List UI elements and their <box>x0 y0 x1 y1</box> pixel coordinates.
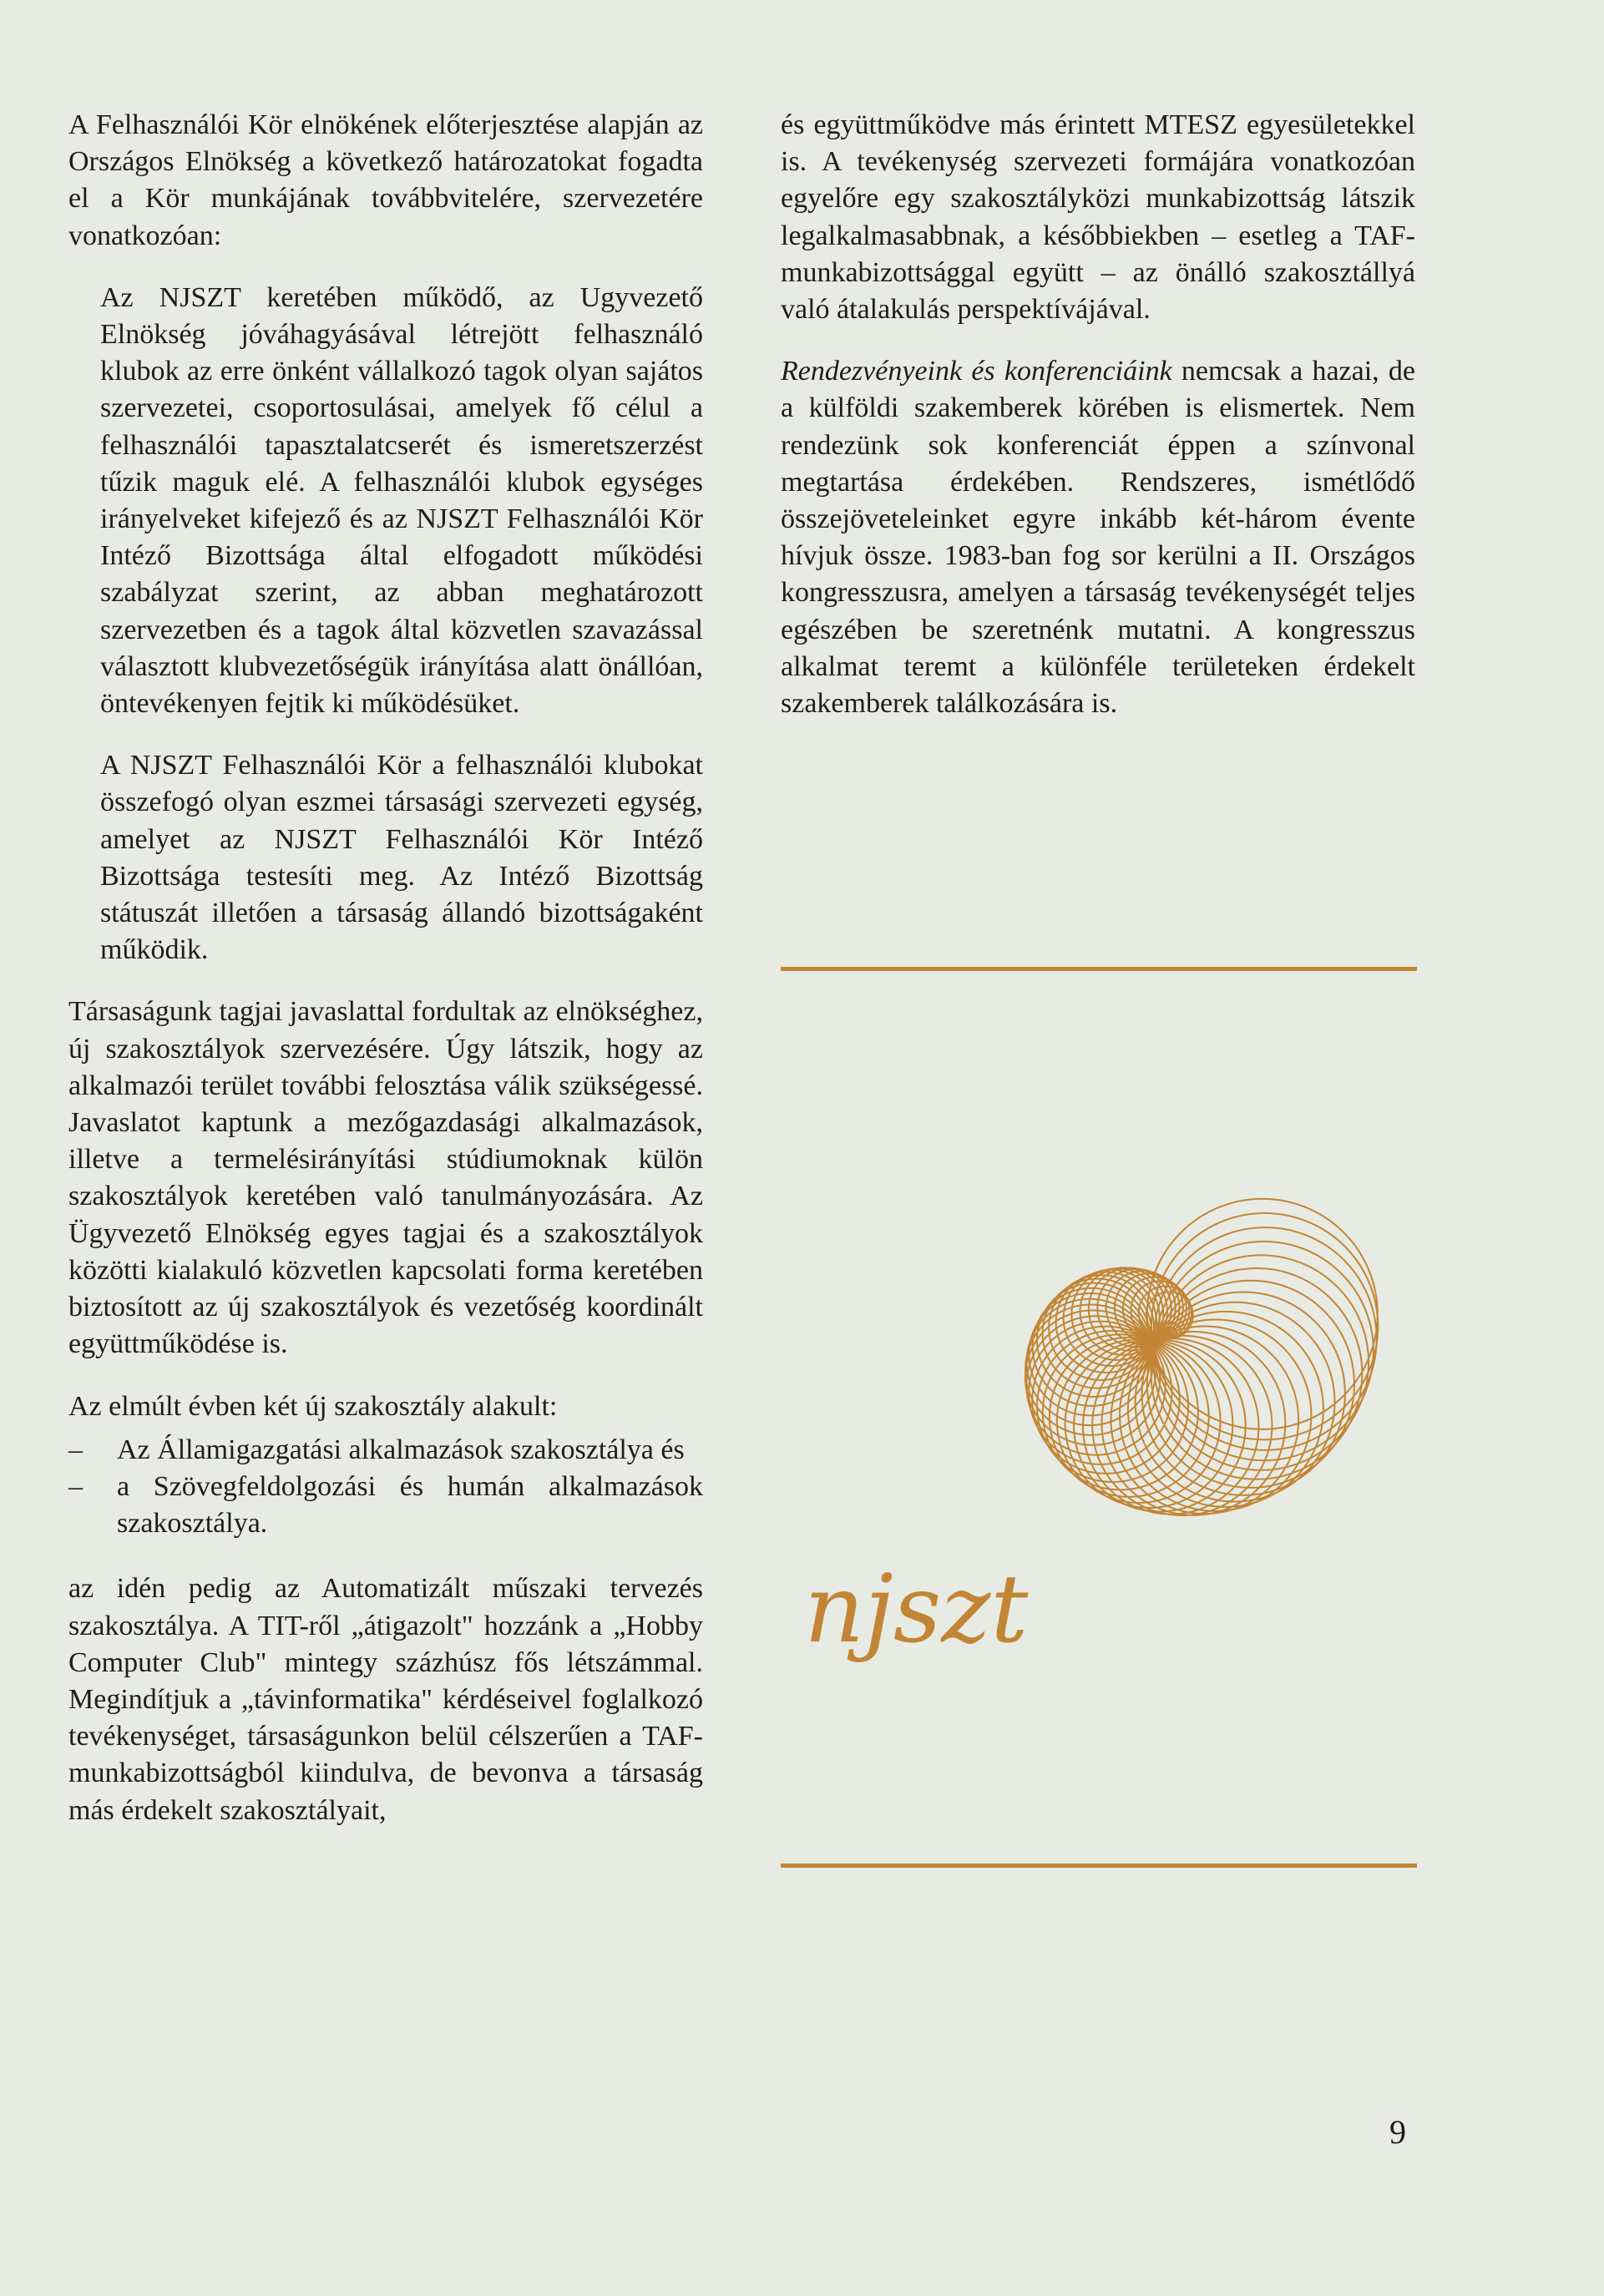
list-bullet: – <box>68 1470 83 1502</box>
paragraph: az idén pedig az Automatizált műszaki tervezés szakosztálya. A TIT-ről „átigazolt" hozzánk a „Hobby Computer Club" mintegy százhúsz fős létszámmal. Megindítjuk a „távinformatika" kérdéseivel foglalkozó tevékenységet, társaságunkon belül célszerűen a TAF-munkabizottságból kiindulva, de bevonva a társaság más érdekelt szakosztályait, <box>68 1573 703 1826</box>
paragraph-text: nemcsak a hazai, de a külföldi szakemberek körében is elismertek. Nem rendezünk sok konferenciát éppen a színvonal megtartása érdekében. Rendszeres, ismétlődő összejöveteleinket egyre inkább két-három évente hívjuk össze. 1983-ban fog sor kerülni a II. Országos kongresszusra, amelyen a társaság tevékenységét teljes egészében be szeretnénk mutatni. A kongresszus alkalmat teremt a különféle területeken érdekelt szakemberek találkozására is. <box>781 356 1416 720</box>
logo-text: njszt <box>804 1555 1029 1664</box>
divider-bottom <box>781 1864 1417 1868</box>
paragraph: és együttműködve más érintett MTESZ egyesületekkel is. A tevékenység szervezeti formájára vonatkozóan egyelőre egy szakosztályközi munkabizottság látszik legalkalmasabbnak, a későbbiekben – esetleg a TAF-munkabizottsággal együtt – az önálló szakosztállyá való átalakulás perspektívájával. <box>781 109 1415 326</box>
right-column <box>781 107 1415 747</box>
list-item-text: Az Államigazgatási alkalmazások szakosztálya és <box>117 1434 685 1465</box>
paragraph: A NJSZT Felhasználói Kör a felhasználói klubokat összefogó olyan eszmei társasági szervezeti egység, amelyet az NJSZT Felhasználói Kör Intéző Bizottsága testesíti meg. Az Intéző Bizottság státuszát illetően a társaság állandó bizottságaként működik. <box>100 750 703 966</box>
emphasis: Rendezvényeink és konferenciáink <box>781 356 1172 387</box>
divider-top <box>781 967 1417 971</box>
list <box>68 1432 703 1543</box>
list-item <box>68 1469 703 1542</box>
paragraph: Az NJSZT keretében működő, az Ugyvezető Elnökség jóváhagyásával létrejött felhasználó klubok az erre önként vállalkozó tagok olyan sajátos szervezetei, csoportosulásai, amelyek fő célul a felhasználói tapasztalatcserét és ismeretszerzést tűzik maguk elé. A felhasználói klubok egységes irányelveket kifejező és az NJSZT Felhasználói Kör Intéző Bizottsága által elfogadott működési szabályzat szerint, az abban meghatározott szervezetben és a tagok által közvetlen szavazással választott klubvezetőségük irányítása alatt önállóan, öntevékenyen fejtik ki működésüket. <box>100 281 703 720</box>
paragraph: A Felhasználói Kör elnökének előterjesztése alapján az Országos Elnökség a következő határozatokat fogadta el a Kör munkájának továbbvitelére, szervezetére vonatkozóan: <box>68 109 703 251</box>
logo-spiral-ring <box>1155 1242 1374 1460</box>
list-item <box>68 1432 703 1469</box>
paragraph: Az elmúlt évben két új szakosztály alakult: <box>68 1390 558 1422</box>
left-column <box>68 107 703 1854</box>
paragraph <box>781 353 1415 722</box>
list-bullet: – <box>68 1434 83 1465</box>
page-number: 9 <box>1389 2113 1406 2151</box>
list-item-text: a Szövegfeldolgozási és humán alkalmazások szakosztálya. <box>117 1470 703 1540</box>
njszt-logo <box>797 1169 1432 1703</box>
paragraph: Társaságunk tagjai javaslattal fordultak az elnökséghez, új szakosztályok szervezésére. Úgy látszik, hogy az alkalmazói terület további felosztása válik szükségessé. Javaslatot kaptunk a mezőgazdasági alkalmazások, illetve a termelésirányítási stúdiumoknak külön szakosztályok keretében való tanulmányozására. Az Ügyvezető Elnökség egyes tagjai és a szakosztályok közötti kialakuló közvetlen kapcsolati forma keretében biztosított az új szakosztályok és vezetőség koordinált együttműködése is. <box>68 996 703 1360</box>
